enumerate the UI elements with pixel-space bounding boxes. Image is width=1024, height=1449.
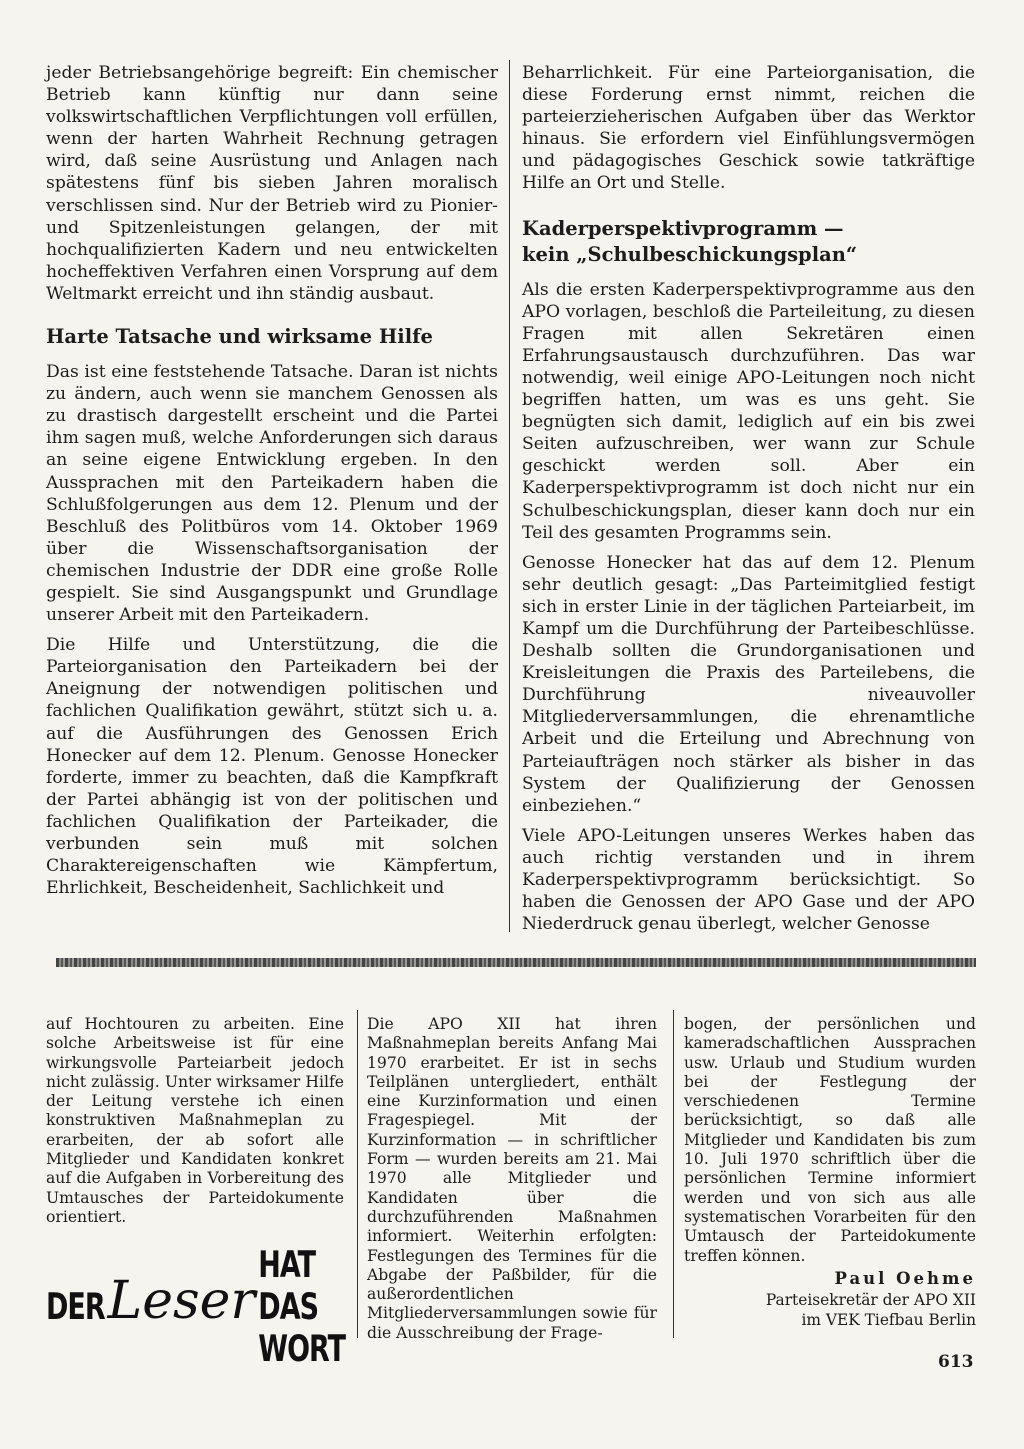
right-paragraph-4: Viele APO-Leitungen unseres Werkes haben das auch richtig verstanden und in ihrem Kaderperspektivprogramm berücksichtigt. So haben die Genossen der APO Gase und der APO Niederdruck genau überlegt, welcher Genosse bbox=[522, 825, 975, 935]
right-heading-line-1: Kaderperspektivprogramm — bbox=[522, 216, 844, 240]
lower-right-column bbox=[684, 1015, 976, 1266]
section-separator-band bbox=[56, 958, 976, 967]
right-paragraph-2: Als die ersten Kaderperspektivprogramme aus den APO vorlagen, beschloß die Parteileitung, zu diesen Fragen mit allen Sekretären einen Erfahrungsaustausch durchzuführen. Das war notwendig, weil einige APO-Leitungen noch nicht begriffen hatten, um was es uns geht. Sie begnügten sich damit, lediglich auf ein bis zwei Seiten aufzuschreiben, wer wann zur Schule geschickt werden soll. Aber ein Kaderperspektivprogramm ist doch nicht nur ein Schulbeschickungsplan, dieser kann doch nur ein Teil des gesamten Programms sein. bbox=[522, 279, 975, 543]
left-column bbox=[46, 62, 498, 907]
lower-column-divider-1 bbox=[357, 1010, 358, 1338]
left-heading: Harte Tatsache und wirksame Hilfe bbox=[46, 325, 433, 349]
right-heading-line-2: kein „Schulbeschickungsplan“ bbox=[522, 242, 858, 266]
left-paragraph-1: jeder Betriebsangehörige begreift: Ein chemischer Betrieb kann künftig nur dann seine volkswirtschaftlichen Verpflichtungen voll erfüllen, wenn der harten Wahrheit Rechnung getragen wird, daß seine Ausrüstung und Anlagen nach spätestens fünf bis sieben Jahren moralisch verschlissen sind. Nur der Betrieb wird zu Pionier- und Spitzenleistungen gelangen, der mit hochqualifizierten Kadern und neu entwickelten hocheffektiven Verfahren einen Vorsprung auf dem Weltmarkt erreicht und ihn ständig ausbaut. bbox=[46, 63, 498, 304]
lower-right-paragraph: bogen, der persönlichen und kameradschaftlichen Aussprachen usw. Urlaub und Studium wurden bei der Festlegung der verschiedenen Termine berücksichtigt, so daß alle Mitglieder und Kandidaten bis zum 10. Juli 1970 schriftlich über die persönlichen Termine informiert werden und von sich aus alle systematischen Vorarbeiten für den Umtausch der Parteidokumente treffen können. bbox=[684, 1015, 976, 1265]
lower-left-column bbox=[46, 1015, 344, 1227]
right-column bbox=[522, 62, 975, 943]
author-name: Paul Oehme bbox=[834, 1269, 976, 1288]
author-role: Parteisekretär der APO XII bbox=[765, 1291, 976, 1309]
lower-left-paragraph: auf Hochtouren zu arbeiten. Eine solche Arbeitsweise ist für eine wirkungsvolle Parteiarbeit jedoch nicht zulässig. Unter wirksamer Hilfe der Leitung verstehe ich einen konstruktiven Maßnahmeplan zu erarbeiten, der ab sofort alle Mitglieder und Kandidaten konkret auf die Aufgaben in Vorbereitung des Umtausches der Parteidokumente orientiert. bbox=[46, 1015, 344, 1226]
masthead-leser: Leser bbox=[107, 1271, 256, 1331]
column-divider bbox=[509, 60, 510, 932]
column-masthead bbox=[46, 1244, 346, 1370]
left-paragraph-3: Die Hilfe und Unterstützung, die die Parteiorganisation den Parteikadern bei der Aneignung der notwendigen politischen und fachlichen Qualifikation gewährt, stützt sich u. a. auf die Ausführungen des Genossen Erich Honecker auf dem 12. Plenum. Genosse Honecker forderte, immer zu beachten, daß die Kampfkraft der Partei abhängig ist von der politischen und fachlichen Qualifikation der Parteikader, die verbunden sein muß mit solchen Charaktereigenschaften wie Kämpfertum, Ehrlichkeit, Bescheidenheit, Sachlichkeit und bbox=[46, 635, 498, 899]
lower-middle-column bbox=[367, 1015, 657, 1343]
masthead-der: DER bbox=[46, 1286, 105, 1328]
right-paragraph-1: Beharrlichkeit. Für eine Parteiorganisation, die diese Forderung ernst nimmt, reichen die parteierzieherischen Aufgaben über das Werktor hinaus. Sie erfordern viel Einfühlungsvermögen und pädagogisches Geschick sowie tatkräftige Hilfe an Ort und Stelle. bbox=[522, 63, 975, 194]
lower-column-divider-2 bbox=[673, 1010, 674, 1338]
left-paragraph-2: Das ist eine feststehende Tatsache. Daran ist nichts zu ändern, auch wenn sie manchem Genossen als zu drastisch dargestellt erscheint und die Partei ihm sagen muß, welche Anforderungen sich daraus an seine eigene Entwicklung ergeben. In den Aussprachen mit den Parteikadern haben die Schlußfolgerungen aus dem 12. Plenum und der Beschluß des Politbüros vom 14. Oktober 1969 über die Wissenschaftsorganisation der chemischen Industrie der DDR eine große Rolle gespielt. Sie sind Ausgangspunkt und Grundlage unserer Arbeit mit den Parteikadern. bbox=[46, 362, 498, 626]
right-paragraph-3: Genosse Honecker hat das auf dem 12. Plenum sehr deutlich gesagt: „Das Parteimitglied festigt sich in erster Linie in der täglichen Parteiarbeit, im Kampf um die Durchführung der Parteibeschlüsse. Deshalb sollten die Grundorganisationen und Kreisleitungen die Praxis des Parteilebens, die Durchführung niveauvoller Mitgliederversammlungen, die ehrenamtliche Arbeit und die Erteilung und Abrechnung von Parteiaufträgen noch stärker als bisher in das System der Qualifizierung der Genossen einbeziehen.“ bbox=[522, 552, 975, 816]
page-number: 613 bbox=[938, 1352, 974, 1372]
author-signature bbox=[684, 1268, 976, 1330]
masthead-hat-das-wort: HAT DAS WORT bbox=[258, 1244, 346, 1370]
lower-middle-paragraph: Die APO XII hat ihren Maßnahmeplan bereits Anfang Mai 1970 erarbeitet. Er ist in sechs Teilplänen untergliedert, enthält eine Kurzinformation und einen Fragespiegel. Mit der Kurzinformation — in schriftlicher Form — wurden bereits am 21. Mai 1970 alle Mitglieder und Kandidaten über die durchzuführenden Maßnahmen informiert. Weiterhin erfolgten: Festlegungen des Termines für die Abgabe der Paßbilder, für die außerordentlichen Mitgliederversammlungen sowie für die Ausschreibung der Frage- bbox=[367, 1015, 657, 1342]
author-organization: im VEK Tiefbau Berlin bbox=[801, 1311, 976, 1329]
